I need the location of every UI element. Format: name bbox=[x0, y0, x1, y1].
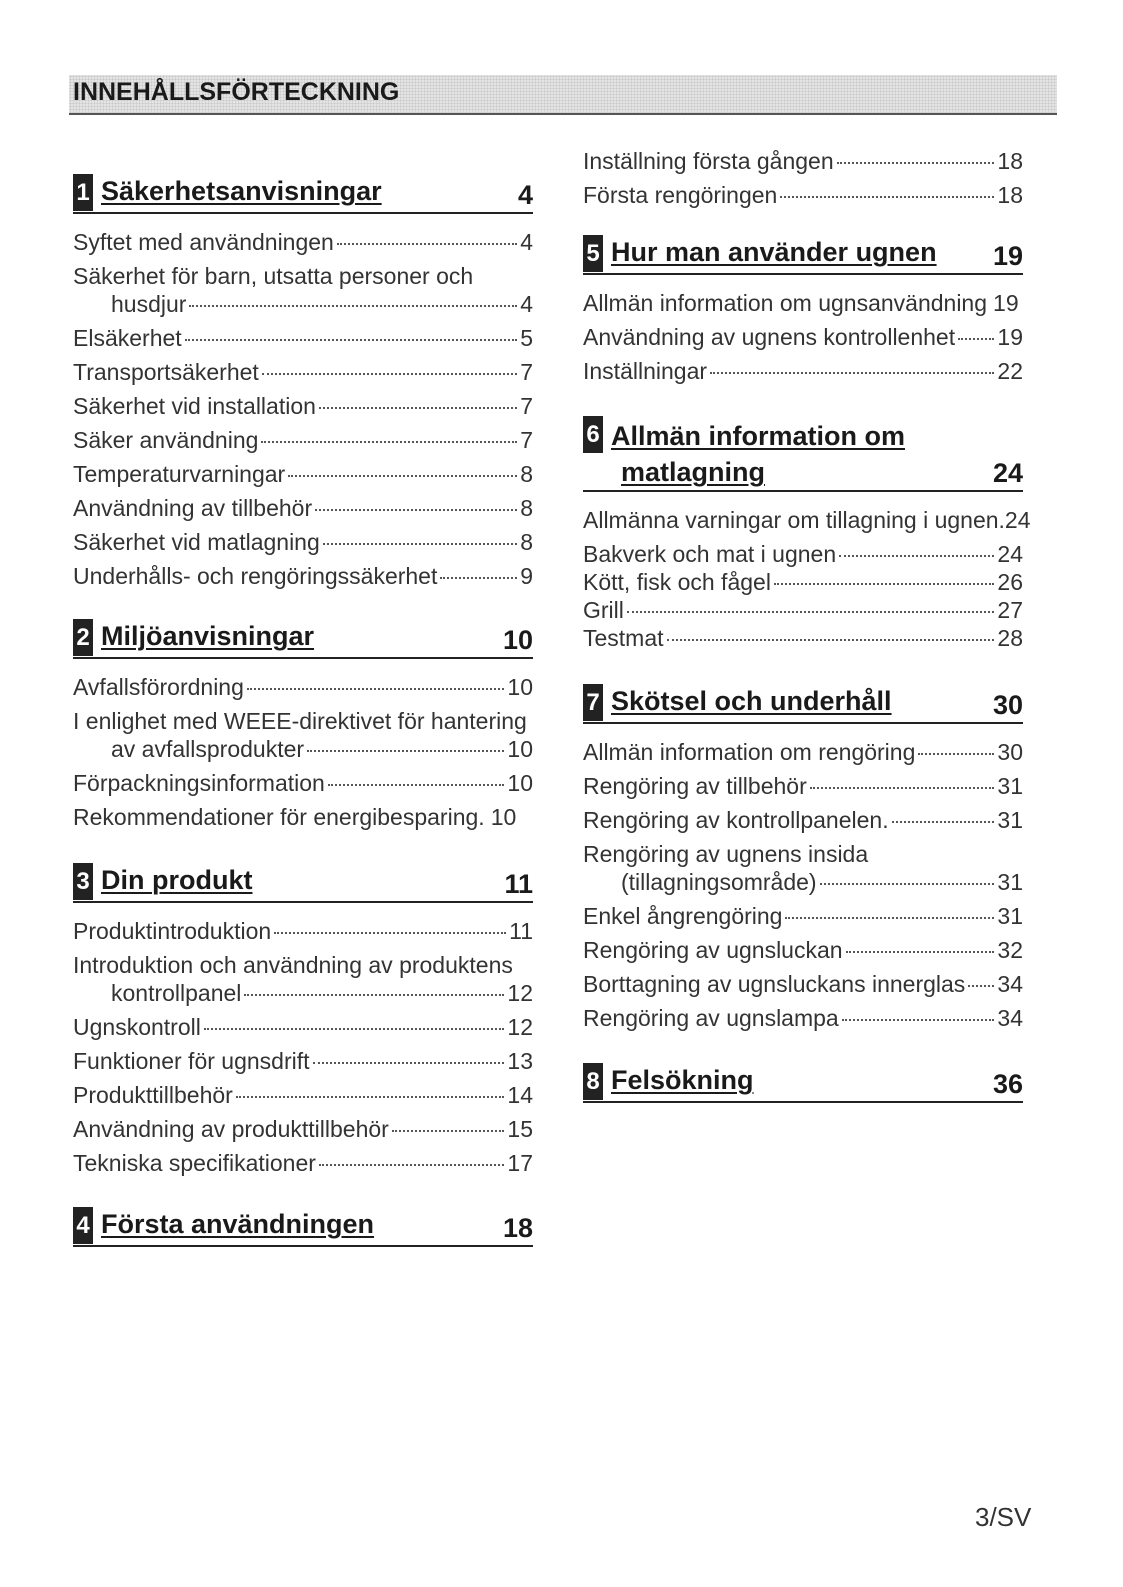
entry-page: 31 bbox=[997, 773, 1023, 799]
leader-dots bbox=[627, 611, 995, 613]
leader-dots bbox=[846, 951, 995, 953]
entry-title: Grill bbox=[583, 597, 624, 623]
leader-dots bbox=[337, 243, 517, 245]
toc-entry[interactable] bbox=[73, 228, 533, 256]
entry-page: 10 bbox=[507, 674, 533, 700]
leader-dots bbox=[185, 339, 518, 341]
leader-dots bbox=[307, 750, 504, 752]
entry-title: Säkerhet vid installation bbox=[73, 393, 316, 419]
leader-dots bbox=[319, 1164, 505, 1166]
section-number: 1 bbox=[73, 174, 93, 211]
toc-section-3 bbox=[73, 861, 533, 1183]
entry-page: 10 bbox=[507, 770, 533, 796]
section-page: 36 bbox=[992, 1069, 1023, 1099]
toc-title: INNEHÅLLSFÖRTECKNING bbox=[73, 78, 400, 106]
toc-entry[interactable] bbox=[73, 769, 533, 797]
toc-entry[interactable] bbox=[73, 951, 533, 1007]
leader-dots bbox=[710, 372, 994, 374]
section-number: 7 bbox=[583, 684, 603, 721]
entry-title: Produktintroduktion bbox=[73, 918, 272, 944]
section-title: Felsökning bbox=[611, 1065, 754, 1095]
toc-section-1 bbox=[73, 172, 533, 596]
toc-entries bbox=[583, 506, 1031, 652]
entry-title: Säker användning bbox=[73, 427, 259, 453]
section-heading[interactable] bbox=[583, 1061, 1023, 1103]
entry-title: Testmat bbox=[583, 625, 664, 651]
toc-header-band bbox=[69, 75, 1057, 115]
leader-dots bbox=[810, 787, 995, 789]
leader-dots bbox=[247, 688, 505, 690]
entry-page: 5 bbox=[520, 325, 533, 351]
toc-entry[interactable] bbox=[73, 1149, 533, 1177]
section-title-line2: matlagning bbox=[621, 457, 766, 487]
entry-page: 7 bbox=[520, 359, 533, 385]
toc-entry[interactable] bbox=[73, 426, 533, 454]
entry-title: Rengöring av kontrollpanelen. bbox=[583, 807, 889, 833]
section-number: 8 bbox=[583, 1063, 603, 1100]
entry-title: Syftet med användningen bbox=[73, 229, 334, 255]
entry-title: Underhålls- och rengöringssäkerhet bbox=[73, 563, 438, 589]
entry-page: 30 bbox=[997, 739, 1023, 765]
leader-dots bbox=[958, 338, 994, 340]
leader-dots bbox=[842, 1019, 995, 1021]
entry-page: 22 bbox=[997, 358, 1023, 384]
section-number: 6 bbox=[583, 416, 603, 453]
toc-section-2 bbox=[73, 617, 533, 837]
toc-entry[interactable] bbox=[583, 540, 1023, 568]
entry-title: (tillagningsområde) bbox=[621, 869, 817, 895]
toc-entry[interactable] bbox=[583, 806, 1023, 834]
leader-dots bbox=[204, 1028, 505, 1030]
section-title: Säkerhetsanvisningar bbox=[101, 176, 382, 206]
entry-title: Säkerhet vid matlagning bbox=[73, 529, 320, 555]
entry-page: 11 bbox=[509, 918, 533, 944]
entry-page: 9 bbox=[520, 563, 533, 589]
entry-title: Tekniska specifikationer bbox=[73, 1150, 316, 1176]
leader-dots bbox=[918, 753, 994, 755]
leader-dots bbox=[288, 475, 517, 477]
entry-page: 10 bbox=[507, 736, 533, 762]
toc-section-4 bbox=[73, 1205, 533, 1247]
toc-entry[interactable] bbox=[583, 506, 1031, 534]
leader-dots bbox=[839, 555, 994, 557]
entry-page: 8 bbox=[520, 495, 533, 521]
entry-title: Inställning första gången bbox=[583, 148, 834, 174]
toc-entry[interactable] bbox=[73, 1115, 533, 1143]
entry-title: Rengöring av tillbehör bbox=[583, 773, 807, 799]
entry-page: 12 bbox=[507, 1014, 533, 1040]
leader-dots bbox=[440, 577, 517, 579]
entry-title: Inställningar bbox=[583, 358, 708, 384]
toc-entry[interactable] bbox=[583, 568, 1023, 596]
entry-title: Användning av tillbehör bbox=[73, 495, 313, 521]
entry-page: 19 bbox=[997, 324, 1023, 350]
entry-title-line1: I enlighet med WEEE-direktivet för hantering bbox=[73, 708, 527, 734]
entry-title: Elsäkerhet bbox=[73, 325, 182, 351]
section-title-line1: Allmän information om bbox=[611, 421, 906, 451]
toc-entry[interactable] bbox=[73, 707, 533, 763]
toc-entry[interactable] bbox=[583, 902, 1023, 930]
section-page: 30 bbox=[992, 690, 1023, 720]
leader-dots bbox=[837, 162, 995, 164]
leader-dots bbox=[968, 985, 994, 987]
toc-entry[interactable] bbox=[583, 147, 1023, 175]
leader-dots bbox=[323, 543, 517, 545]
entry-title: Funktioner för ugnsdrift bbox=[73, 1048, 310, 1074]
section-page: 19 bbox=[992, 241, 1023, 271]
section-title: Första användningen bbox=[101, 1209, 375, 1239]
section-heading[interactable] bbox=[73, 1205, 533, 1247]
leader-dots bbox=[785, 917, 994, 919]
entry-title: Produkttillbehör bbox=[73, 1082, 233, 1108]
entry-page: 31 bbox=[997, 903, 1023, 929]
entry-page: 34 bbox=[997, 971, 1023, 997]
entry-page: 26 bbox=[997, 569, 1023, 595]
leader-dots bbox=[774, 583, 994, 585]
entry-page: 8 bbox=[520, 529, 533, 555]
entry-title-line1: Säkerhet för barn, utsatta personer och bbox=[73, 263, 474, 289]
leader-dots bbox=[667, 639, 995, 641]
toc-entries bbox=[583, 738, 1023, 1032]
toc-entry[interactable] bbox=[73, 917, 533, 945]
section-title: Hur man använder ugnen bbox=[611, 237, 937, 267]
leader-dots bbox=[780, 196, 994, 198]
toc-entry[interactable] bbox=[73, 324, 533, 352]
toc-entry[interactable] bbox=[73, 494, 533, 522]
entry-title: Rekommendationer för energibesparing. bbox=[73, 804, 485, 830]
entry-title: Borttagning av ugnsluckans innerglas bbox=[583, 971, 966, 997]
leader-dots bbox=[319, 407, 517, 409]
toc-entry[interactable] bbox=[73, 562, 533, 590]
section-page: 10 bbox=[502, 625, 533, 655]
entry-page: 19 bbox=[993, 290, 1019, 316]
entry-page: 31 bbox=[997, 807, 1023, 833]
toc-entry[interactable] bbox=[583, 1004, 1023, 1032]
toc-section-6 bbox=[583, 414, 1031, 658]
section-page: 11 bbox=[504, 869, 533, 899]
entry-title: Enkel ångrengöring bbox=[583, 903, 783, 929]
entry-page: 34 bbox=[997, 1005, 1023, 1031]
toc-entry[interactable] bbox=[583, 772, 1023, 800]
section-heading[interactable] bbox=[583, 682, 1023, 724]
entry-title: Första rengöringen bbox=[583, 182, 778, 208]
toc-entries bbox=[583, 147, 1023, 215]
leader-dots bbox=[392, 1130, 505, 1132]
entry-page: 17 bbox=[507, 1150, 533, 1176]
entry-page: 7 bbox=[520, 393, 533, 419]
toc-entry[interactable] bbox=[73, 673, 533, 701]
toc-entry[interactable] bbox=[583, 596, 1023, 624]
section-page: 18 bbox=[502, 1213, 533, 1243]
leader-dots bbox=[236, 1096, 505, 1098]
section-heading[interactable] bbox=[73, 861, 533, 903]
entry-title: Kött, fisk och fågel bbox=[583, 569, 771, 595]
toc-entry[interactable] bbox=[73, 803, 533, 831]
section-page: 4 bbox=[517, 180, 533, 210]
entry-page: 14 bbox=[507, 1082, 533, 1108]
section-page: 24 bbox=[992, 458, 1023, 488]
entry-page: 24 bbox=[997, 541, 1023, 567]
entry-page: 28 bbox=[997, 625, 1023, 651]
entry-title: Användning av produkttillbehör bbox=[73, 1116, 389, 1142]
toc-section-7 bbox=[583, 682, 1023, 1038]
entry-page: 10 bbox=[490, 804, 517, 830]
toc-entry[interactable] bbox=[73, 1047, 533, 1075]
section-heading[interactable] bbox=[583, 233, 1023, 275]
toc-entry[interactable] bbox=[583, 357, 1023, 385]
toc-entry[interactable] bbox=[583, 323, 1023, 351]
section-heading[interactable] bbox=[583, 414, 1023, 492]
leader-dots bbox=[261, 441, 517, 443]
leader-dots bbox=[262, 373, 517, 375]
leader-dots bbox=[189, 305, 517, 307]
section-number: 2 bbox=[73, 619, 93, 656]
toc-entry[interactable] bbox=[73, 1013, 533, 1041]
entry-title: Allmän information om ugnsanvändning bbox=[583, 290, 988, 316]
section-number: 5 bbox=[583, 235, 603, 272]
toc-entry[interactable] bbox=[583, 624, 1023, 652]
entry-title: Allmän information om rengöring bbox=[583, 739, 916, 765]
entry-title-line1: Introduktion och användning av produktens bbox=[73, 952, 513, 978]
toc-entry[interactable] bbox=[73, 262, 533, 318]
entry-page: 8 bbox=[520, 461, 533, 487]
section-number: 3 bbox=[73, 863, 93, 900]
toc-entries bbox=[583, 289, 1023, 385]
section-heading[interactable] bbox=[73, 617, 533, 659]
section-title: Miljöanvisningar bbox=[101, 621, 315, 651]
leader-dots bbox=[892, 821, 995, 823]
entry-page: 4 bbox=[520, 229, 533, 255]
toc-entries bbox=[73, 917, 533, 1177]
toc-entry[interactable] bbox=[583, 181, 1023, 209]
entry-page: 18 bbox=[997, 182, 1023, 208]
entry-title: Avfallsförordning bbox=[73, 674, 244, 700]
section-title: Din produkt bbox=[101, 865, 253, 895]
leader-dots bbox=[328, 784, 505, 786]
toc-entry[interactable] bbox=[583, 738, 1023, 766]
section-heading[interactable] bbox=[73, 172, 533, 214]
entry-page: 32 bbox=[997, 937, 1023, 963]
entry-page: 31 bbox=[997, 869, 1023, 895]
toc-entry[interactable] bbox=[73, 460, 533, 488]
leader-dots bbox=[313, 1062, 505, 1064]
entry-page: 12 bbox=[507, 980, 533, 1006]
section-title: Skötsel och underhåll bbox=[611, 686, 892, 716]
entry-page: 13 bbox=[507, 1048, 533, 1074]
toc-entry[interactable] bbox=[73, 1081, 533, 1109]
leader-dots bbox=[244, 994, 504, 996]
entry-title: Allmänna varningar om tillagning i ugnen. bbox=[583, 507, 1005, 533]
toc-entry[interactable] bbox=[583, 840, 1023, 896]
entry-title: av avfallsprodukter bbox=[111, 736, 305, 762]
leader-dots bbox=[315, 509, 517, 511]
entry-title: Användning av ugnens kontrollenhet bbox=[583, 324, 956, 350]
entry-title-line1: Rengöring av ugnens insida bbox=[583, 841, 869, 867]
toc-entry[interactable] bbox=[73, 358, 533, 386]
entry-page: 7 bbox=[520, 427, 533, 453]
entry-page: 4 bbox=[520, 291, 533, 317]
entry-title: husdjur bbox=[111, 291, 187, 317]
toc-entries bbox=[73, 673, 533, 831]
entry-title: Temperaturvarningar bbox=[73, 461, 286, 487]
entry-page: 18 bbox=[997, 148, 1023, 174]
entry-title: Bakverk och mat i ugnen bbox=[583, 541, 837, 567]
toc-section-8 bbox=[583, 1061, 1023, 1103]
leader-dots bbox=[274, 932, 506, 934]
toc-entry[interactable] bbox=[583, 289, 1023, 317]
entry-title: kontrollpanel bbox=[111, 980, 242, 1006]
toc-entry[interactable] bbox=[73, 392, 533, 420]
entry-page: 15 bbox=[507, 1116, 533, 1142]
entry-title: Förpackningsinformation bbox=[73, 770, 325, 796]
section-title bbox=[611, 418, 941, 490]
toc-entry[interactable] bbox=[583, 936, 1023, 964]
page-number-label: 3/SV bbox=[975, 1502, 1032, 1532]
entry-title: Rengöring av ugnsluckan bbox=[583, 937, 843, 963]
entry-page: 24 bbox=[1004, 507, 1031, 533]
leader-dots bbox=[820, 883, 995, 885]
entry-title: Ugnskontroll bbox=[73, 1014, 201, 1040]
entry-page: 27 bbox=[997, 597, 1023, 623]
toc-entries bbox=[73, 228, 533, 590]
toc-section-5 bbox=[583, 233, 1023, 391]
toc-entry[interactable] bbox=[583, 970, 1023, 998]
entry-title: Transportsäkerhet bbox=[73, 359, 259, 385]
entry-title: Rengöring av ugnslampa bbox=[583, 1005, 839, 1031]
toc-entry[interactable] bbox=[73, 528, 533, 556]
section-number: 4 bbox=[73, 1207, 93, 1244]
